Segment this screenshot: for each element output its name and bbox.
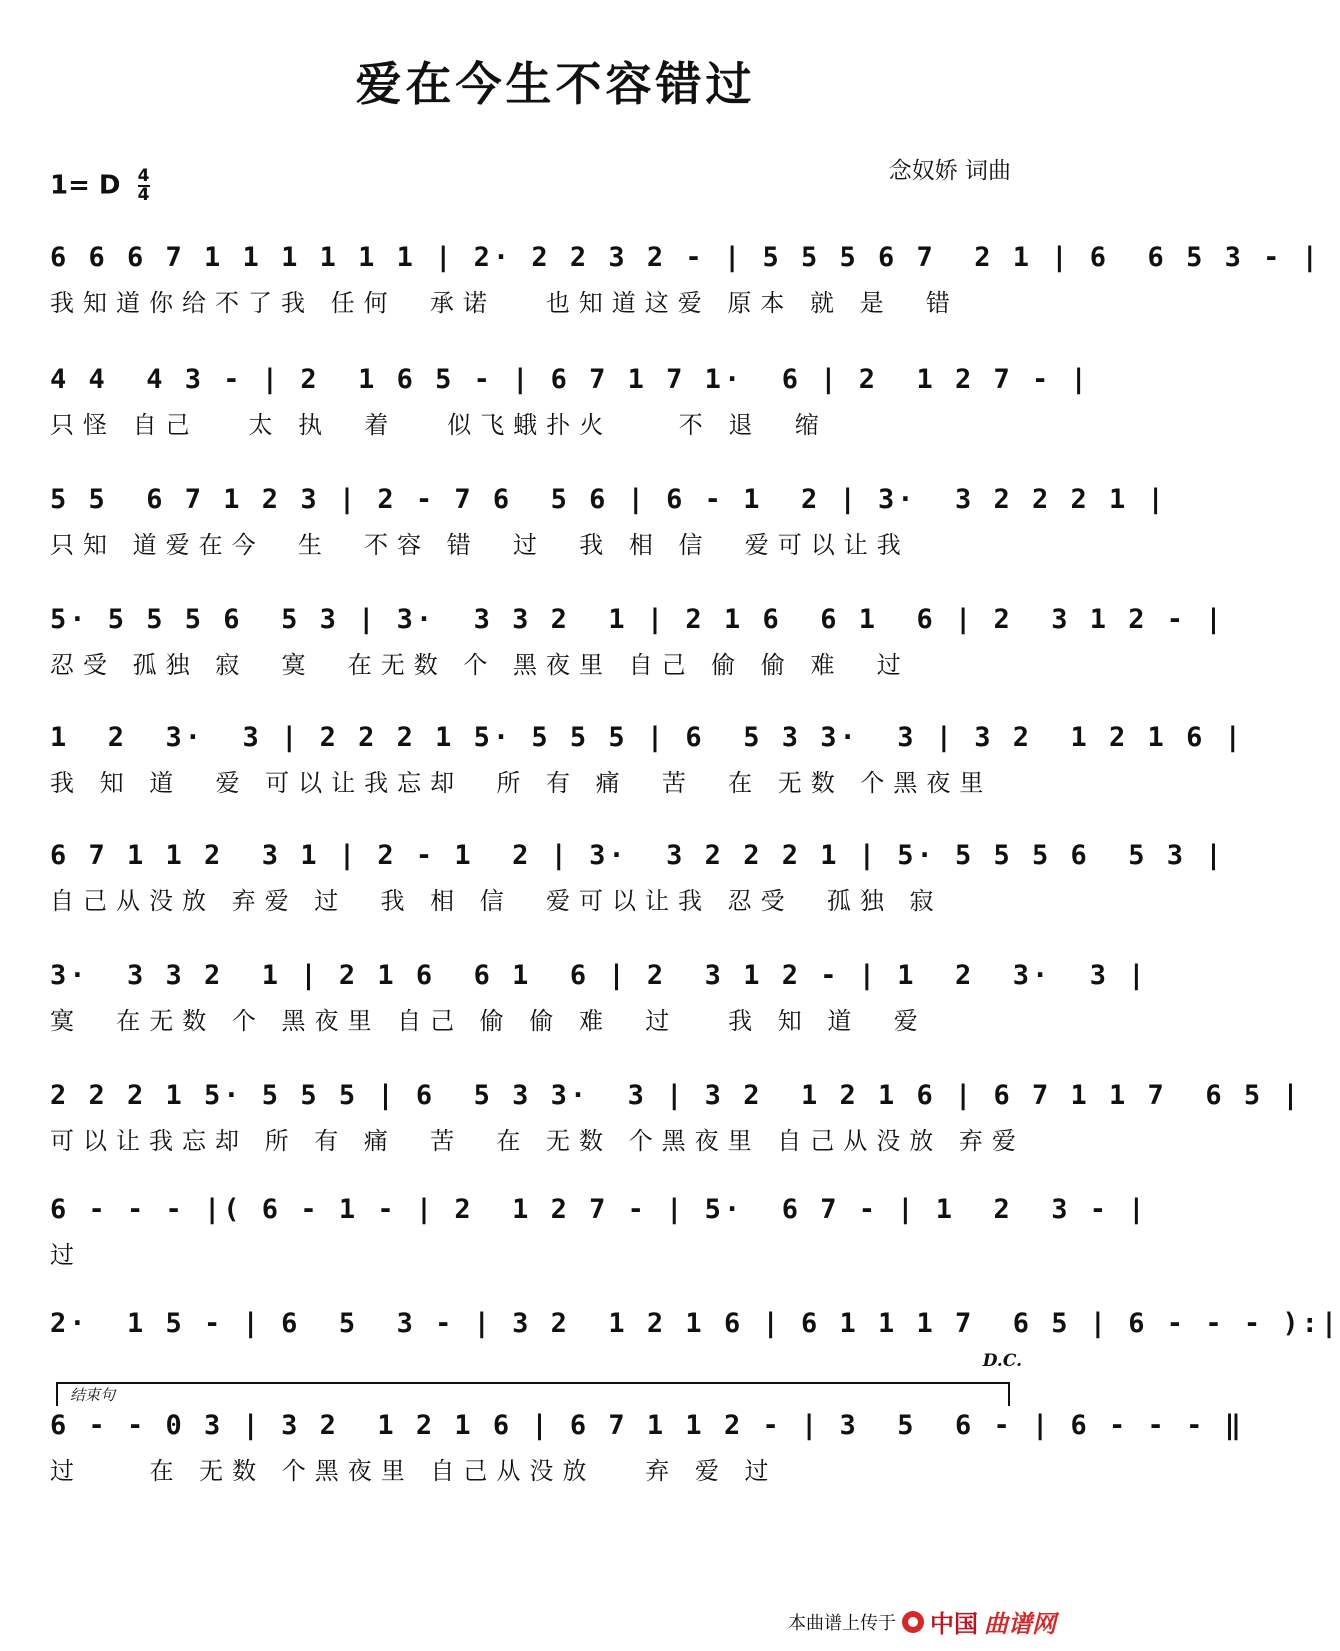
lyrics-line: 我 知 道 爱 可以让我忘却 所 有 痛 苦 在 无数 个黑夜里 bbox=[50, 769, 993, 797]
footer-credit bbox=[788, 1604, 1056, 1639]
site-logo-icon bbox=[902, 1611, 924, 1633]
notes-line: 5 5 6 7 1 2 3 | 2 - 7 6 5 6 | 6 - 1 2 | 3· 3 2 2 2 1 | bbox=[50, 484, 1167, 515]
lyrics-line: 只怪 自己 太 执 着 似飞蛾扑火 不 退 缩 bbox=[50, 411, 828, 439]
time-bottom: 4 bbox=[137, 185, 150, 205]
notes-line: 6 7 1 1 2 3 1 | 2 - 1 2 | 3· 3 2 2 2 1 | 5· 5 5 5 6 5 3 | bbox=[50, 840, 1225, 871]
song-title: 爱在今生不容错过 bbox=[355, 57, 756, 111]
key-signature bbox=[50, 168, 150, 204]
lyrics-line: 忍受 孤独 寂 寞 在无数 个 黑夜里 自己 偷 偷 难 过 bbox=[50, 651, 910, 679]
ending-bracket bbox=[56, 1382, 1010, 1406]
notes-line: 6 6 6 7 1 1 1 1 1 1 | 2· 2 2 3 2 - | 5 5 5 6 7 2 1 | 6 6 5 3 - | bbox=[50, 242, 1321, 273]
lyrics-line: 过 bbox=[50, 1241, 83, 1269]
notes-line: 1 2 3· 3 | 2 2 2 1 5· 5 5 5 | 6 5 3 3· 3 | 3 2 1 2 1 6 | bbox=[50, 722, 1244, 753]
site-logo-sub: 曲谱网 bbox=[984, 1610, 1056, 1638]
lyrics-line: 我知道你给不了我 任何 承诺 也知道这爱 原本 就 是 错 bbox=[50, 289, 959, 317]
notes-line: 6 - - - |( 6 - 1 - | 2 1 2 7 - | 5· 6 7 - | 1 2 3 - | bbox=[50, 1194, 1148, 1225]
time-top: 4 bbox=[137, 166, 150, 186]
notes-line: 2· 1 5 - | 6 5 3 - | 3 2 1 2 1 6 | 6 1 1 1 7 6 5 | 6 - - - ):| bbox=[50, 1308, 1340, 1339]
site-logo-main: 中国 bbox=[930, 1610, 978, 1638]
dc-mark: D.C. bbox=[982, 1351, 1022, 1371]
lyrics-line: 寞 在无数 个 黑夜里 自己 偷 偷 难 过 我 知 道 爱 bbox=[50, 1007, 927, 1035]
ending-label: 结束句 bbox=[70, 1386, 116, 1404]
lyrics-line: 只知 道爱在今 生 不容 错 过 我 相 信 爱可以让我 bbox=[50, 531, 910, 559]
notes-line: 5· 5 5 5 6 5 3 | 3· 3 3 2 1 | 2 1 6 6 1 6 | 2 3 1 2 - | bbox=[50, 604, 1225, 635]
notes-line: 6 - - 0 3 | 3 2 1 2 1 6 | 6 7 1 1 2 - | 3 5 6 - | 6 - - - ‖ bbox=[50, 1410, 1244, 1441]
notes-line: 4 4 4 3 - | 2 1 6 5 - | 6 7 1 7 1· 6 | 2 1 2 7 - | bbox=[50, 364, 1090, 395]
notes-line: 2 2 2 1 5· 5 5 5 | 6 5 3 3· 3 | 3 2 1 2 1 6 | 6 7 1 1 7 6 5 | bbox=[50, 1080, 1302, 1111]
key-label: 1= D bbox=[50, 170, 121, 201]
notes-line: 3· 3 3 2 1 | 2 1 6 6 1 6 | 2 3 1 2 - | 1 2 3· 3 | bbox=[50, 960, 1148, 991]
lyrics-line: 可以让我忘却 所 有 痛 苦 在 无数 个黑夜里 自己从没放 弃爱 bbox=[50, 1127, 1025, 1155]
time-signature bbox=[138, 168, 150, 204]
composer-credit: 念奴娇 词曲 bbox=[888, 158, 1011, 184]
lyrics-line: 自己从没放 弃爱 过 我 相 信 爱可以让我 忍受 孤独 寂 bbox=[50, 887, 943, 915]
lyrics-line: 过 在 无数 个黑夜里 自己从没放 弃 爱 过 bbox=[50, 1457, 778, 1485]
footer-text: 本曲谱上传于 bbox=[788, 1612, 896, 1634]
